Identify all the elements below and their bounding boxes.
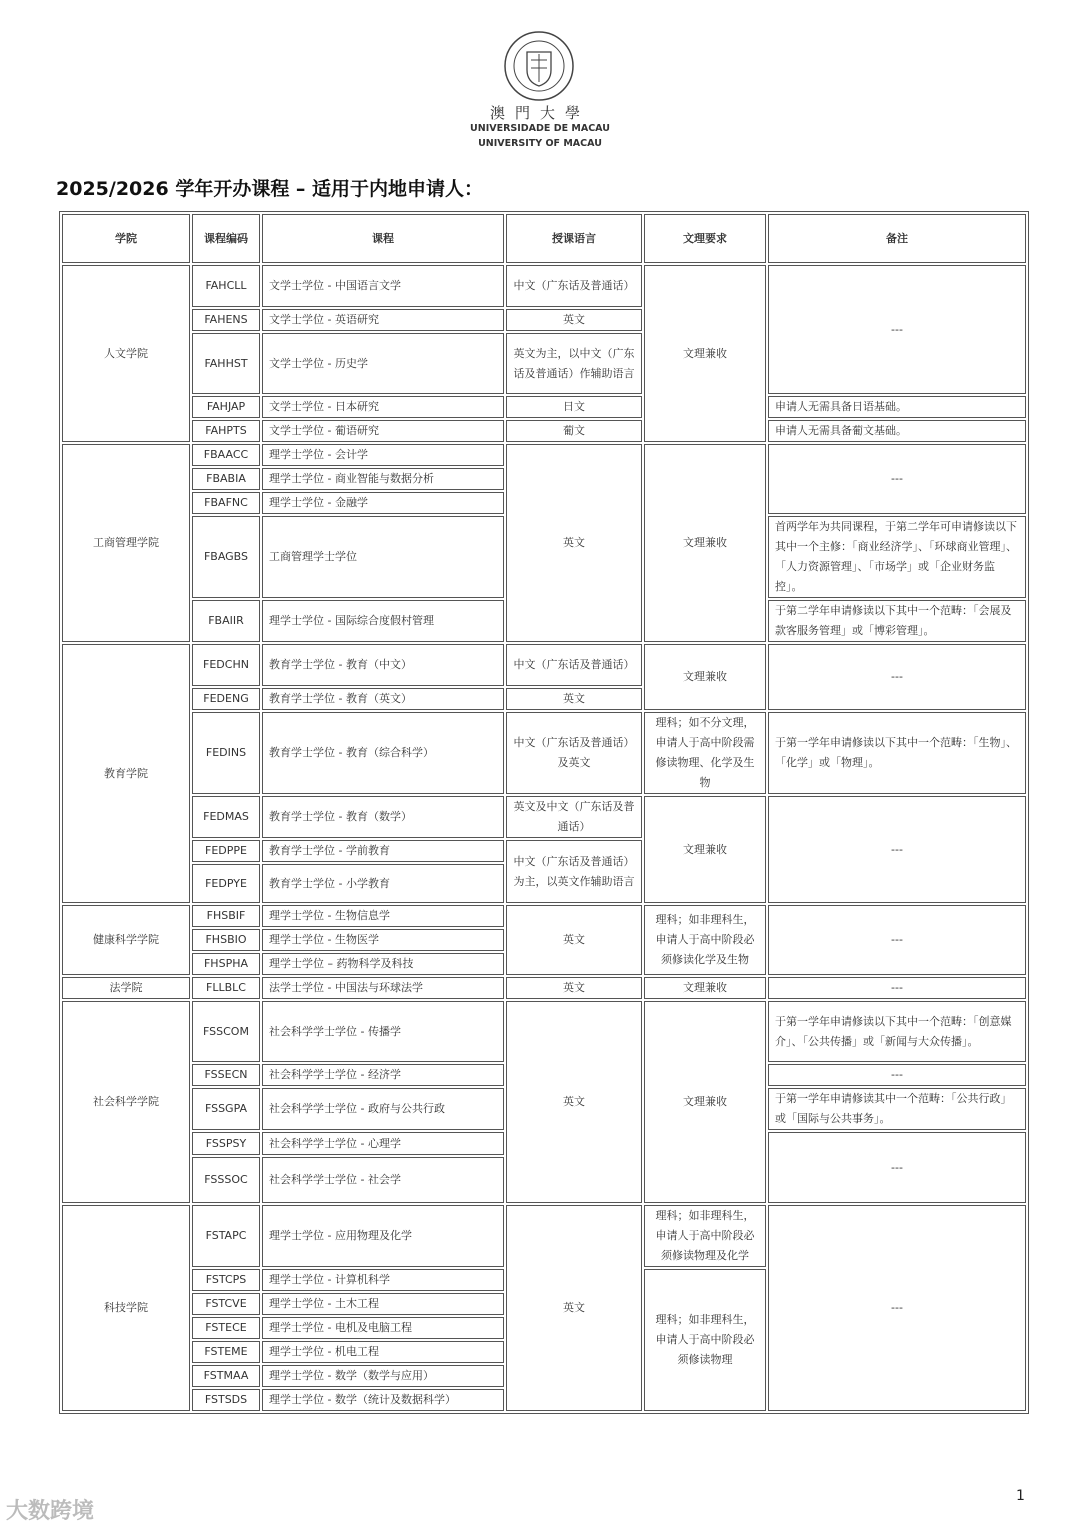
remarks-cell: 申请人无需具备葡文基础。 bbox=[768, 420, 1026, 442]
remarks-cell: 于第一学年申请修读以下其中一个范畴：「创意媒介」、「公共传播」或「新闻与大众传播」。 bbox=[768, 1001, 1026, 1062]
remarks-cell: 申请人无需具备日语基础。 bbox=[768, 396, 1026, 418]
language-cell: 中文（广东话及普通话）为主，以英文作辅助语言 bbox=[506, 840, 642, 903]
course-name-cell: 理学士学位 - 机电工程 bbox=[262, 1341, 504, 1363]
table-row bbox=[62, 420, 1026, 442]
course-name-cell: 理学士学位 - 商业智能与数据分析 bbox=[262, 468, 504, 490]
course-code-cell: FEDENG bbox=[192, 688, 260, 710]
table-row bbox=[62, 1001, 1026, 1062]
requirement-cell: 理科；如非理科生，申请人于高中阶段必须修读物理 bbox=[644, 1269, 766, 1411]
course-name-cell: 理学士学位 - 国际综合度假村管理 bbox=[262, 600, 504, 642]
remarks-cell: --- bbox=[768, 1064, 1026, 1086]
language-cell: 英文 bbox=[506, 1205, 642, 1411]
language-cell: 中文（广东话及普通话） bbox=[506, 644, 642, 686]
requirement-cell: 理科；如非理科生，申请人于高中阶段必须修读物理及化学 bbox=[644, 1205, 766, 1267]
course-code-cell: FBAGBS bbox=[192, 516, 260, 598]
course-code-cell: FSSECN bbox=[192, 1064, 260, 1086]
course-code-cell: FHSBIO bbox=[192, 929, 260, 951]
watermark: 大数跨境 bbox=[6, 1499, 95, 1524]
course-name-cell: 理学士学位 - 金融学 bbox=[262, 492, 504, 514]
faculty-cell: 人文学院 bbox=[62, 265, 190, 442]
course-code-cell: FEDPYE bbox=[192, 864, 260, 903]
document-title: 2025/2026 学年开办课程 – 适用于内地申请人： bbox=[56, 178, 484, 200]
course-name-cell: 理学士学位 - 计算机科学 bbox=[262, 1269, 504, 1291]
course-name-cell: 理学士学位 - 数学（统计及数据科学） bbox=[262, 1389, 504, 1411]
course-code-cell: FEDMAS bbox=[192, 796, 260, 838]
course-code-cell: FBAFNC bbox=[192, 492, 260, 514]
remarks-cell: --- bbox=[768, 265, 1026, 394]
course-name-cell: 社会科学学士学位 - 社会学 bbox=[262, 1157, 504, 1203]
language-cell: 日文 bbox=[506, 396, 642, 418]
remarks-cell: --- bbox=[768, 796, 1026, 903]
course-name-cell: 文学士学位 - 历史学 bbox=[262, 333, 504, 394]
remarks-cell: --- bbox=[768, 1205, 1026, 1411]
table-row bbox=[62, 265, 1026, 307]
column-header-course: 课程 bbox=[262, 214, 504, 263]
course-code-cell: FEDINS bbox=[192, 712, 260, 794]
university-seal-logo bbox=[503, 30, 575, 102]
remarks-cell: --- bbox=[768, 977, 1026, 999]
course-name-cell: 文学士学位 - 英语研究 bbox=[262, 309, 504, 331]
course-name-cell: 理学士学位 - 电机及电脑工程 bbox=[262, 1317, 504, 1339]
remarks-cell: 于第一学年申请修读其中一个范畴：「公共行政」或「国际与公共事务」。 bbox=[768, 1088, 1026, 1130]
course-code-cell: FLLBLC bbox=[192, 977, 260, 999]
course-name-cell: 教育学士学位 - 学前教育 bbox=[262, 840, 504, 862]
programme-table bbox=[59, 211, 1029, 1414]
language-cell: 英文 bbox=[506, 905, 642, 975]
course-code-cell: FHSBIF bbox=[192, 905, 260, 927]
university-name-portuguese: UNIVERSIDADE DE MACAU bbox=[470, 123, 610, 134]
university-name-english: UNIVERSITY OF MACAU bbox=[478, 138, 602, 149]
remarks-cell: 于第一学年申请修读以下其中一个范畴：「生物」、「化学」或「物理」。 bbox=[768, 712, 1026, 794]
column-header-requirement: 文理要求 bbox=[644, 214, 766, 263]
university-name-chinese: 澳門大學 bbox=[489, 104, 590, 122]
course-code-cell: FAHJAP bbox=[192, 396, 260, 418]
language-cell: 中文（广东话及普通话） bbox=[506, 265, 642, 307]
course-code-cell: FSTMAA bbox=[192, 1365, 260, 1387]
requirement-cell: 理科；如非理科生，申请人于高中阶段必须修读化学及生物 bbox=[644, 905, 766, 975]
course-code-cell: FSSGPA bbox=[192, 1088, 260, 1130]
table-row bbox=[62, 977, 1026, 999]
course-name-cell: 理学士学位 - 应用物理及化学 bbox=[262, 1205, 504, 1267]
table-row bbox=[62, 1205, 1026, 1267]
course-code-cell: FBAIIR bbox=[192, 600, 260, 642]
language-cell: 英文及中文（广东话及普通话） bbox=[506, 796, 642, 838]
course-code-cell: FAHHST bbox=[192, 333, 260, 394]
course-code-cell: FEDCHN bbox=[192, 644, 260, 686]
course-name-cell: 理学士学位 - 土木工程 bbox=[262, 1293, 504, 1315]
table-row bbox=[62, 905, 1026, 927]
remarks-cell: --- bbox=[768, 1132, 1026, 1203]
faculty-cell: 教育学院 bbox=[62, 644, 190, 903]
course-code-cell: FSTCVE bbox=[192, 1293, 260, 1315]
course-code-cell: FBABIA bbox=[192, 468, 260, 490]
faculty-cell: 法学院 bbox=[62, 977, 190, 999]
course-name-cell: 文学士学位 - 中国语言文学 bbox=[262, 265, 504, 307]
course-name-cell: 教育学士学位 - 教育（中文） bbox=[262, 644, 504, 686]
requirement-cell: 文理兼收 bbox=[644, 644, 766, 710]
course-name-cell: 理学士学位 - 生物医学 bbox=[262, 929, 504, 951]
course-code-cell: FSTAPC bbox=[192, 1205, 260, 1267]
course-code-cell: FAHPTS bbox=[192, 420, 260, 442]
language-cell: 英文 bbox=[506, 309, 642, 331]
requirement-cell: 文理兼收 bbox=[644, 796, 766, 903]
faculty-cell: 科技学院 bbox=[62, 1205, 190, 1411]
course-name-cell: 理学士学位 - 数学（数学与应用） bbox=[262, 1365, 504, 1387]
remarks-cell: --- bbox=[768, 905, 1026, 975]
table-row bbox=[62, 712, 1026, 794]
language-cell: 英文 bbox=[506, 688, 642, 710]
column-header-language: 授课语言 bbox=[506, 214, 642, 263]
requirement-cell: 文理兼收 bbox=[644, 977, 766, 999]
course-name-cell: 社会科学学士学位 - 传播学 bbox=[262, 1001, 504, 1062]
course-code-cell: FEDPPE bbox=[192, 840, 260, 862]
course-name-cell: 理学士学位 - 生物信息学 bbox=[262, 905, 504, 927]
table-row bbox=[62, 796, 1026, 838]
course-name-cell: 教育学士学位 - 教育（综合科学） bbox=[262, 712, 504, 794]
language-cell: 葡文 bbox=[506, 420, 642, 442]
language-cell: 中文（广东话及普通话）及英文 bbox=[506, 712, 642, 794]
remarks-cell: 于第二学年申请修读以下其中一个范畴：「会展及款客服务管理」或「博彩管理」。 bbox=[768, 600, 1026, 642]
faculty-cell: 健康科学学院 bbox=[62, 905, 190, 975]
course-name-cell: 社会科学学士学位 - 政府与公共行政 bbox=[262, 1088, 504, 1130]
column-header-faculty: 学院 bbox=[62, 214, 190, 263]
course-name-cell: 工商管理学士学位 bbox=[262, 516, 504, 598]
course-code-cell: FSSCOM bbox=[192, 1001, 260, 1062]
remarks-cell: 首两学年为共同课程，于第二学年可申请修读以下其中一个主修：「商业经济学」、「环球商业管理」、「人力资源管理」、「市场学」或「企业财务监控」。 bbox=[768, 516, 1026, 598]
course-code-cell: FSSPSY bbox=[192, 1132, 260, 1155]
course-name-cell: 社会科学学士学位 - 心理学 bbox=[262, 1132, 504, 1155]
table-header-row bbox=[62, 214, 1026, 263]
language-cell: 英文 bbox=[506, 444, 642, 642]
remarks-cell: --- bbox=[768, 444, 1026, 514]
course-code-cell: FAHCLL bbox=[192, 265, 260, 307]
course-name-cell: 法学士学位 - 中国法与环球法学 bbox=[262, 977, 504, 999]
language-cell: 英文 bbox=[506, 1001, 642, 1203]
course-code-cell: FBAACC bbox=[192, 444, 260, 466]
course-name-cell: 教育学士学位 - 教育（数学） bbox=[262, 796, 504, 838]
table-row bbox=[62, 444, 1026, 466]
table-row bbox=[62, 644, 1026, 686]
language-cell: 英文 bbox=[506, 977, 642, 999]
column-header-code: 课程编码 bbox=[192, 214, 260, 263]
requirement-cell: 理科；如不分文理，申请人于高中阶段需修读物理、化学及生物 bbox=[644, 712, 766, 794]
course-code-cell: FSTSDS bbox=[192, 1389, 260, 1411]
course-name-cell: 文学士学位 - 日本研究 bbox=[262, 396, 504, 418]
course-name-cell: 教育学士学位 - 小学教育 bbox=[262, 864, 504, 903]
course-code-cell: FSSSOC bbox=[192, 1157, 260, 1203]
requirement-cell: 文理兼收 bbox=[644, 444, 766, 642]
course-name-cell: 理学士学位 – 药物科学及科技 bbox=[262, 953, 504, 975]
remarks-cell: --- bbox=[768, 644, 1026, 710]
requirement-cell: 文理兼收 bbox=[644, 265, 766, 442]
course-code-cell: FHSPHA bbox=[192, 953, 260, 975]
course-name-cell: 社会科学学士学位 - 经济学 bbox=[262, 1064, 504, 1086]
course-name-cell: 理学士学位 - 会计学 bbox=[262, 444, 504, 466]
table-row bbox=[62, 396, 1026, 418]
language-cell: 英文为主，以中文（广东话及普通话）作辅助语言 bbox=[506, 333, 642, 394]
page-number: 1 bbox=[1016, 1488, 1025, 1504]
column-header-remarks: 备注 bbox=[768, 214, 1026, 263]
course-code-cell: FAHENS bbox=[192, 309, 260, 331]
course-code-cell: FSTCPS bbox=[192, 1269, 260, 1291]
course-name-cell: 教育学士学位 - 教育（英文） bbox=[262, 688, 504, 710]
requirement-cell: 文理兼收 bbox=[644, 1001, 766, 1203]
course-code-cell: FSTECE bbox=[192, 1317, 260, 1339]
faculty-cell: 工商管理学院 bbox=[62, 444, 190, 642]
course-code-cell: FSTEME bbox=[192, 1341, 260, 1363]
course-name-cell: 文学士学位 - 葡语研究 bbox=[262, 420, 504, 442]
faculty-cell: 社会科学学院 bbox=[62, 1001, 190, 1203]
